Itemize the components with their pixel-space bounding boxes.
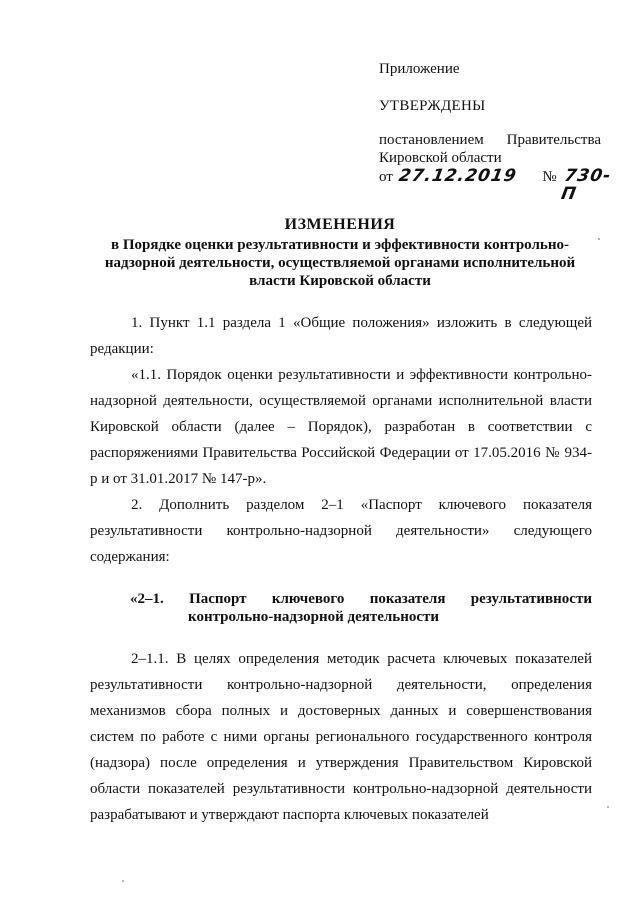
section-word-1: Паспорт bbox=[189, 591, 247, 607]
paragraph-4: 2–1.1. В целях определения методик расчета ключевых показателей результативности контрольно-надзорной деятельности, определения механизмов сбора полных и достоверных данных и совершенствования систем по работе с ними органы регионального государственного контроля (надзора) после определения и утверждения Правительством Кировской области показателей результативности контрольно-надзорной деятельности разрабатывают и утверждают паспорта ключевых показателей bbox=[90, 651, 592, 823]
document-title bbox=[90, 216, 590, 290]
scan-speck bbox=[607, 806, 609, 808]
handwritten-date: 27.12.2019 bbox=[397, 166, 519, 186]
date-number-line bbox=[379, 166, 613, 204]
scan-speck bbox=[598, 238, 600, 240]
document-body bbox=[90, 310, 592, 828]
section-heading-line-1 bbox=[130, 590, 592, 608]
section-heading bbox=[90, 590, 592, 626]
section-word-3: показателя bbox=[369, 591, 446, 607]
scan-speck bbox=[122, 880, 124, 882]
section-word-2: ключевого bbox=[271, 591, 345, 607]
section-word-4: результативности bbox=[470, 591, 592, 607]
decree-line: постановлением Правительства bbox=[379, 132, 601, 148]
approval-block bbox=[379, 60, 613, 204]
title-main: ИЗМЕНЕНИЯ bbox=[284, 216, 396, 233]
approved-heading: УТВЕРЖДЕНЫ bbox=[379, 98, 486, 114]
appendix-label: Приложение bbox=[379, 61, 460, 77]
paragraph-2: «1.1. Порядок оценки результативности и эффективности контрольно-надзорной деятельности, осуществляемой органами исполнительной власти Кировской области (далее – Порядок), разработан в соответствии с распоряжениями Правительства Российской Федерации от 17.05.2016 № 934-р и от 31.01.2017 № 147-р». bbox=[90, 367, 592, 487]
title-subtitle: в Порядке оценки результативности и эффективности контрольно-надзорной деятельности, осуществляемой органами исполнительной власти Кировской области bbox=[104, 237, 576, 289]
handwritten-number: 730-П bbox=[559, 166, 613, 204]
paragraph-1: 1. Пункт 1.1 раздела 1 «Общие положения» изложить в следующей редакции: bbox=[90, 315, 592, 357]
paragraph-3: 2. Дополнить разделом 2–1 «Паспорт ключевого показателя результативности контрольно-надзорной деятельности» следующего содержания: bbox=[90, 497, 592, 565]
number-prefix: № bbox=[542, 169, 557, 185]
section-heading-line-2: контрольно-надзорной деятельности bbox=[188, 609, 440, 625]
section-number: «2–1. bbox=[130, 591, 164, 607]
date-prefix: от bbox=[379, 169, 393, 185]
region-line: Кировской области bbox=[379, 150, 502, 166]
